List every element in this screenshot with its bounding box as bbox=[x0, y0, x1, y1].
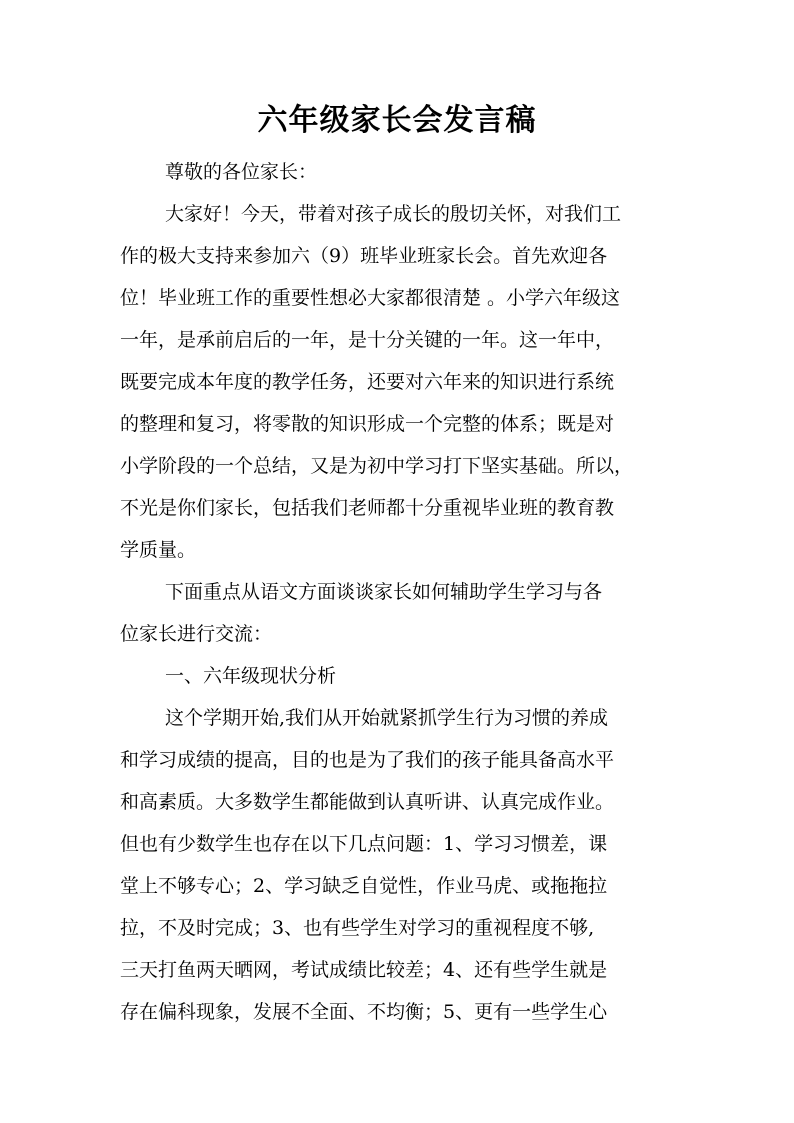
paragraph-line: 学质量。 bbox=[120, 539, 197, 561]
document-title: 六年级家长会发言稿 bbox=[257, 103, 537, 138]
paragraph-line: 位！毕业班工作的重要性想必大家都很清楚 。小学六年级这 bbox=[120, 287, 621, 309]
paragraph-line: 的整理和复习，将零散的知识形成一个完整的体系；既是对 bbox=[120, 413, 615, 435]
paragraph-line: 拉，不及时完成；3、也有些学生对学习的重视程度不够, bbox=[120, 917, 595, 939]
paragraph-line: 和学习成绩的提高，目的也是为了我们的孩子能具备高水平 bbox=[120, 749, 615, 771]
paragraph-line: 不光是你们家长，包括我们老师都十分重视毕业班的教育教 bbox=[120, 497, 615, 519]
paragraph-line: 一年，是承前启后的一年，是十分关键的一年。这一年中， bbox=[120, 329, 615, 351]
paragraph-line: 这个学期开始,我们从开始就紧抓学生行为习惯的养成 bbox=[165, 707, 609, 729]
paragraph-line: 下面重点从语文方面谈谈家长如何辅助学生学习与各 bbox=[165, 581, 603, 603]
paragraph-line: 作的极大支持来参加六（9）班毕业班家长会。首先欢迎各 bbox=[120, 245, 608, 267]
paragraph-line: 大家好！今天，带着对孩子成长的殷切关怀，对我们工 bbox=[165, 203, 622, 225]
section-heading: 一、六年级现状分析 bbox=[165, 665, 337, 687]
paragraph-line: 堂上不够专心；2、学习缺乏自觉性，作业马虎、或拖拖拉 bbox=[120, 875, 608, 897]
paragraph-line: 存在偏科现象，发展不全面、不均衡；5、更有一些学生心 bbox=[120, 1001, 608, 1023]
paragraph-line: 既要完成本年度的教学任务，还要对六年来的知识进行系统 bbox=[120, 371, 615, 393]
paragraph-line: 小学阶段的一个总结，又是为初中学习打下坚实基础。所以， bbox=[120, 455, 634, 477]
salutation: 尊敬的各位家长： bbox=[165, 161, 318, 183]
paragraph-line: 但也有少数学生也存在以下几点问题：1、学习习惯差，课 bbox=[120, 833, 608, 855]
paragraph-line: 和高素质。大多数学生都能做到认真听讲、认真完成作业。 bbox=[120, 791, 615, 813]
paragraph-line: 位家长进行交流： bbox=[120, 623, 273, 645]
paragraph-line: 三天打鱼两天晒网，考试成绩比较差；4、还有些学生就是 bbox=[120, 959, 608, 981]
